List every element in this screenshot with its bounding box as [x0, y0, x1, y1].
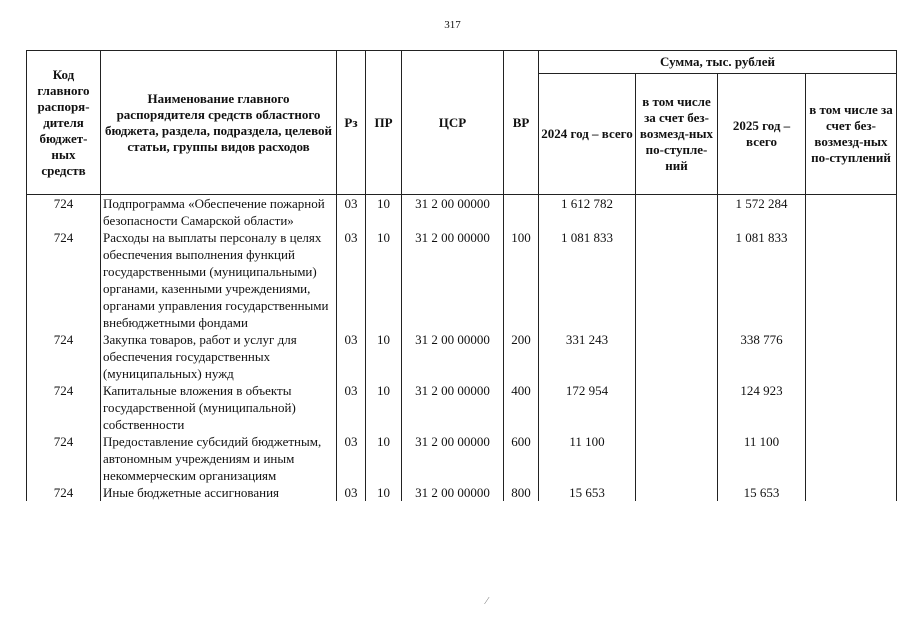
table-header [27, 51, 897, 195]
page-number: 317 [444, 19, 461, 31]
cell-2024-free [636, 382, 718, 433]
header-2025-total: 2025 год – всего [718, 74, 806, 195]
cell-rz: 03 [337, 229, 366, 331]
cell-rz: 03 [337, 382, 366, 433]
cell-2025-total: 1 572 284 [718, 195, 806, 230]
cell-name: Закупка товаров, работ и услуг для обеспечения государственных (муниципальных) нужд [101, 331, 337, 382]
table-row [27, 382, 897, 433]
scan-speck-mark: ⁄ [486, 596, 488, 607]
cell-csr: 31 2 00 00000 [402, 229, 504, 331]
cell-code: 724 [27, 382, 101, 433]
header-csr: ЦСР [402, 51, 504, 195]
cell-code: 724 [27, 195, 101, 230]
table-row [27, 195, 897, 230]
cell-code: 724 [27, 331, 101, 382]
cell-code: 724 [27, 229, 101, 331]
cell-csr: 31 2 00 00000 [402, 433, 504, 484]
cell-2024-total: 331 243 [539, 331, 636, 382]
cell-rz: 03 [337, 433, 366, 484]
cell-vr [504, 195, 539, 230]
header-sum-group: Сумма, тыс. рублей [539, 51, 897, 74]
header-2024-total: 2024 год – всего [539, 74, 636, 195]
cell-rz: 03 [337, 331, 366, 382]
cell-2025-free [806, 331, 897, 382]
table-row [27, 229, 897, 331]
cell-2024-free [636, 433, 718, 484]
cell-2024-total: 1 081 833 [539, 229, 636, 331]
cell-2025-total: 124 923 [718, 382, 806, 433]
cell-2024-total: 172 954 [539, 382, 636, 433]
cell-csr: 31 2 00 00000 [402, 382, 504, 433]
table-body [27, 195, 897, 502]
cell-2024-free [636, 484, 718, 501]
cell-2025-free [806, 382, 897, 433]
cell-2025-free [806, 195, 897, 230]
cell-2024-total: 11 100 [539, 433, 636, 484]
cell-pr: 10 [366, 331, 402, 382]
header-2024-free: в том числе за счет без-возмезд-ных по-ступле-ний [636, 74, 718, 195]
header-2025-free: в том числе за счет без-возмезд-ных по-ступлений [806, 74, 897, 195]
cell-vr: 200 [504, 331, 539, 382]
cell-name: Подпрограмма «Обеспечение пожарной безопасности Самарской области» [101, 195, 337, 230]
table-row [27, 433, 897, 484]
budget-table [26, 50, 897, 501]
table-row [27, 484, 897, 501]
cell-pr: 10 [366, 195, 402, 230]
header-rz: Рз [337, 51, 366, 195]
cell-2024-total: 15 653 [539, 484, 636, 501]
cell-code: 724 [27, 484, 101, 501]
cell-vr: 400 [504, 382, 539, 433]
cell-pr: 10 [366, 229, 402, 331]
cell-2025-free [806, 229, 897, 331]
cell-rz: 03 [337, 195, 366, 230]
cell-vr: 100 [504, 229, 539, 331]
cell-2025-total: 338 776 [718, 331, 806, 382]
cell-2024-total: 1 612 782 [539, 195, 636, 230]
cell-rz: 03 [337, 484, 366, 501]
cell-2025-total: 1 081 833 [718, 229, 806, 331]
cell-2025-total: 15 653 [718, 484, 806, 501]
cell-csr: 31 2 00 00000 [402, 484, 504, 501]
cell-name: Предоставление субсидий бюджетным, автономным учреждениям и иным некоммерческим организациям [101, 433, 337, 484]
cell-csr: 31 2 00 00000 [402, 331, 504, 382]
header-pr: ПР [366, 51, 402, 195]
table-row [27, 331, 897, 382]
cell-pr: 10 [366, 484, 402, 501]
cell-name: Иные бюджетные ассигнования [101, 484, 337, 501]
cell-vr: 800 [504, 484, 539, 501]
cell-csr: 31 2 00 00000 [402, 195, 504, 230]
cell-vr: 600 [504, 433, 539, 484]
cell-2024-free [636, 331, 718, 382]
header-code: Код главного распоря-дителя бюджет-ных средств [27, 51, 101, 195]
header-name: Наименование главного распорядителя средств областного бюджета, раздела, подраздела, целевой статьи, группы видов расходов [101, 51, 337, 195]
cell-2025-total: 11 100 [718, 433, 806, 484]
cell-2024-free [636, 229, 718, 331]
cell-pr: 10 [366, 433, 402, 484]
header-vr: ВР [504, 51, 539, 195]
cell-pr: 10 [366, 382, 402, 433]
cell-2025-free [806, 433, 897, 484]
cell-name: Капитальные вложения в объекты государственной (муниципальной) собственности [101, 382, 337, 433]
cell-2025-free [806, 484, 897, 501]
cell-name: Расходы на выплаты персоналу в целях обеспечения выполнения функций государственными (муниципальными) органами, казенными учреждениями, органами управления государственными внебюджетными фондами [101, 229, 337, 331]
cell-2024-free [636, 195, 718, 230]
cell-code: 724 [27, 433, 101, 484]
